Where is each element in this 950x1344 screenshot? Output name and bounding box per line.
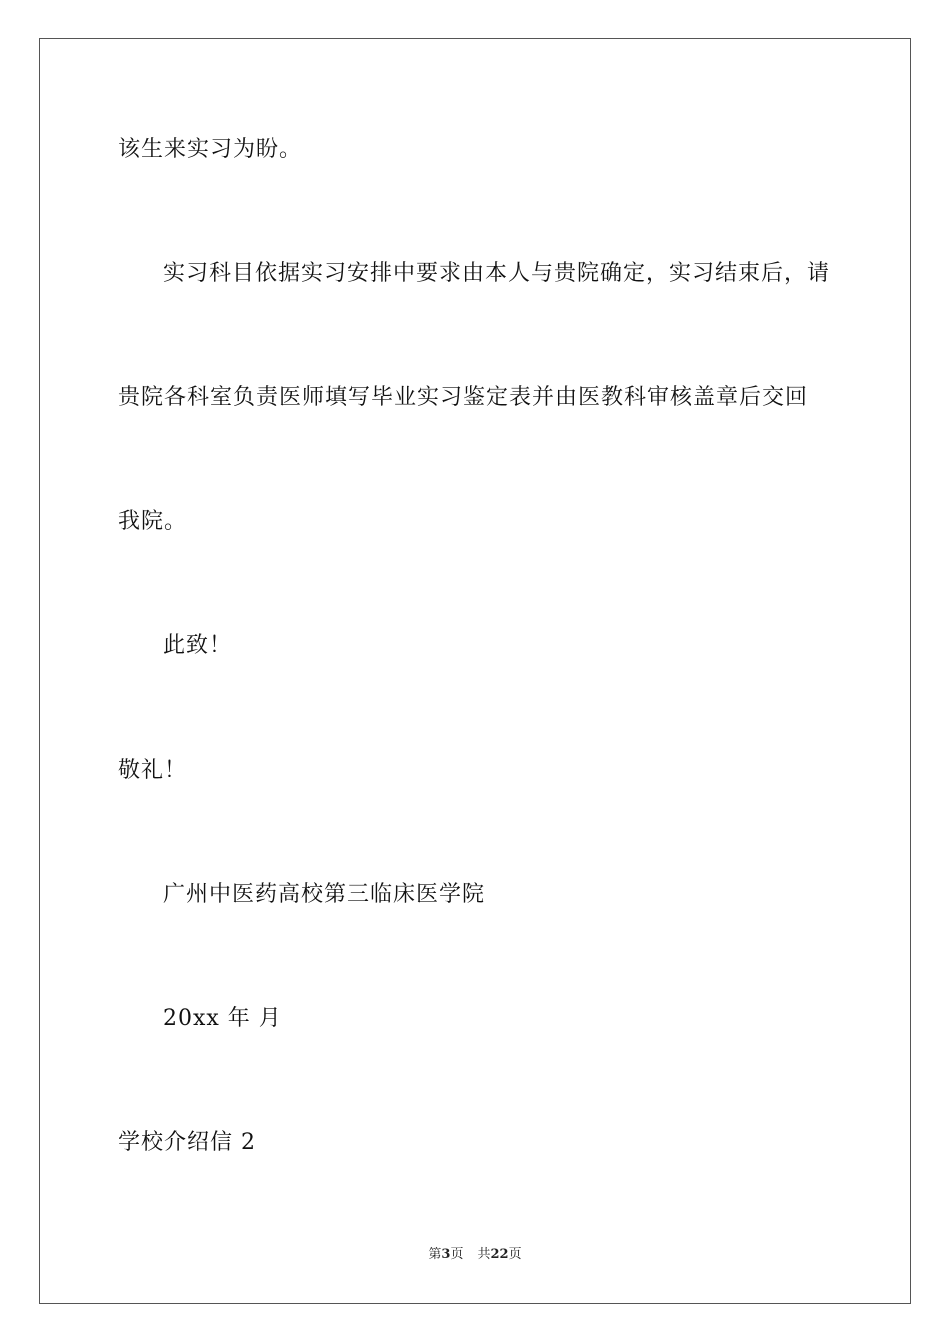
page-footer (0, 1246, 950, 1264)
total-suffix: 页 (508, 1247, 522, 1262)
page-number: 3 (441, 1247, 451, 1262)
closing-regards: 敬礼！ (118, 758, 188, 783)
section-heading: 学校介绍信 2 (118, 1130, 256, 1155)
text-line-3: 贵院各科室负责医师填写毕业实习鉴定表并由医教科审核盖章后交回 (118, 385, 809, 410)
text-line-2: 实习科目依据实习安排中要求由本人与贵院确定，实习结束后，请 (163, 261, 831, 286)
text-line-1: 该生来实习为盼。 (118, 137, 303, 162)
page-suffix: 页 (450, 1247, 464, 1262)
signature-institution: 广州中医药高校第三临床医学院 (163, 882, 486, 907)
page-border (39, 38, 911, 1304)
signature-date: 20xx 年 月 (163, 1006, 282, 1031)
page-prefix: 第 (428, 1247, 442, 1262)
total-pages: 22 (490, 1247, 509, 1262)
total-prefix: 共 (477, 1247, 491, 1262)
closing-salutation: 此致！ (163, 633, 233, 658)
text-line-4: 我院。 (118, 509, 188, 534)
